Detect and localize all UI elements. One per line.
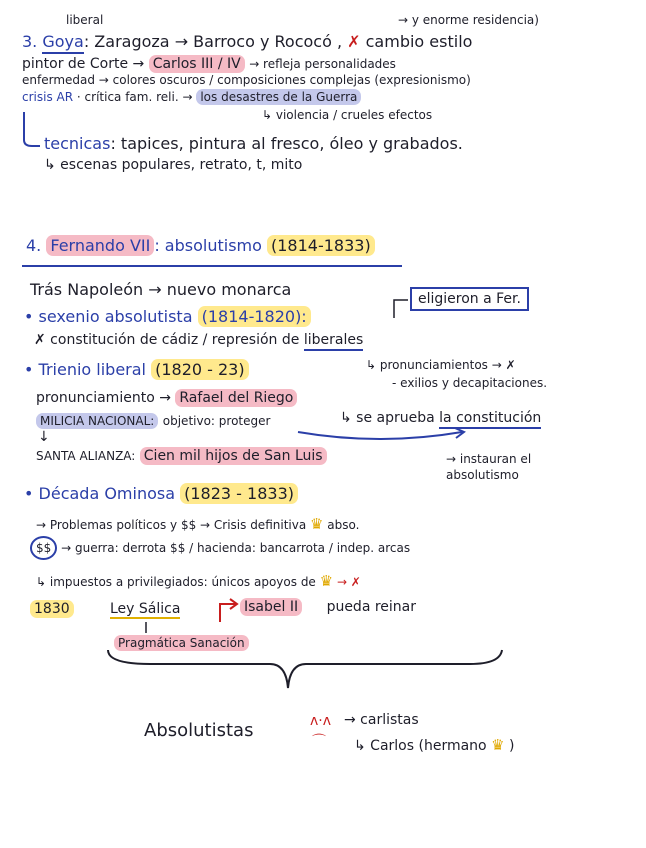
la-constitucion-text: la constitución	[439, 410, 541, 429]
abso-text: abso.	[327, 518, 360, 532]
trienio-line	[24, 362, 249, 378]
crown-icon-3: ♛	[491, 736, 505, 754]
money-circle: $$	[30, 536, 57, 560]
guerra-line	[30, 542, 410, 554]
closing-paren: )	[508, 738, 515, 754]
down-arrow-icon: ↓	[38, 429, 50, 445]
year-1830-line	[30, 602, 74, 616]
guerra-text: → guerra: derrota $$ / hacienda: bancarrota / indep. arcas	[61, 541, 411, 555]
pintor-text: pintor de Corte →	[22, 56, 145, 72]
critica-text: · crítica fam. reli. →	[76, 90, 193, 104]
cheers-mark: ʌ·ʌ	[310, 713, 332, 729]
desastres-highlight: los desastres de la Guerra	[196, 89, 361, 105]
tecnicas-hook-stroke	[24, 112, 40, 146]
year-1830: 1830	[30, 600, 74, 618]
liberal-note: liberal	[66, 13, 104, 27]
trienio-label: • Trienio liberal	[24, 360, 146, 379]
crisis-line	[22, 91, 361, 103]
impuestos-line	[36, 574, 361, 589]
tras-line: Trás Napoleón → nuevo monarca	[30, 280, 292, 299]
cien-mil-highlight: Cien mil hijos de San Luis	[140, 447, 327, 465]
ley-isabel-arrow-stroke	[220, 604, 236, 622]
eligieron-arrow-stroke	[394, 300, 408, 318]
escenas-line: ↳ escenas populares, retrato, t, mito	[44, 157, 303, 173]
proteger-arrow-stroke	[298, 432, 462, 439]
tecnicas-text: : tapices, pintura al fresco, óleo y grabados.	[110, 134, 463, 153]
goya-name: Goya	[42, 32, 83, 54]
sexenio-label: • sexenio absolutista	[24, 307, 193, 326]
eligieron-box: eligieron a Fer.	[410, 287, 529, 311]
pueda-text: pueda reinar	[326, 599, 417, 615]
absolutismo-label: : absolutismo	[154, 236, 262, 255]
milicia-highlight: MILICIA NACIONAL:	[36, 413, 158, 429]
refleja-text: → refleja personalidades	[249, 57, 396, 71]
problemas-line	[36, 517, 359, 532]
fernando-heading	[26, 238, 375, 254]
frown-mark: ⌒	[312, 734, 326, 750]
decada-line	[24, 486, 298, 502]
enfermedad-line: enfermedad → colores oscuros / composiciones complejas (expresionismo)	[22, 73, 471, 87]
santa-alianza-line	[36, 449, 327, 463]
decada-dates: (1823 - 1833)	[180, 483, 298, 504]
pronunciamientos-note: ↳ pronunciamientos → ✗	[366, 358, 516, 372]
residencia-note: → y enorme residencia)	[398, 13, 539, 27]
absolutistas-label: Absolutistas	[144, 720, 254, 741]
fernando-title: Fernando VII	[46, 235, 154, 256]
constitucion-text: ✗ constitución de cádiz / represión de	[34, 332, 300, 348]
pintor-line	[22, 57, 396, 71]
impuestos-text: ↳ impuestos a privilegiados: únicos apoyos de	[36, 575, 316, 589]
tecnicas-line	[44, 136, 463, 152]
objetivo-text: objetivo: proteger	[162, 414, 271, 428]
impuestos-end: → ✗	[336, 575, 361, 589]
crown-icon-2: ♛	[319, 572, 334, 590]
crisis-label: crisis AR	[22, 90, 74, 104]
goya-heading	[22, 34, 472, 50]
section4-number: 4.	[26, 236, 42, 255]
tecnicas-label: tecnicas	[44, 134, 111, 153]
carlistas-text: → carlistas	[344, 712, 419, 728]
pragmatica-highlight: Pragmática Sanación	[114, 635, 249, 651]
carlos-hermano-text: ↳ Carlos (hermano	[354, 738, 487, 754]
sexenio-dates: (1814-1820):	[198, 306, 311, 327]
summary-brace	[108, 650, 502, 688]
santa-label: SANTA ALIANZA:	[36, 449, 136, 463]
goya-line1: : Zaragoza → Barroco y Rococó ,	[83, 32, 343, 51]
milicia-line	[36, 414, 270, 428]
carlos-hermano-line	[354, 738, 514, 753]
aprueba-line	[340, 411, 541, 425]
pragmatica-line	[114, 637, 249, 649]
pronunciamiento-line	[36, 391, 297, 405]
carlos-highlight: Carlos III / IV	[149, 55, 245, 73]
trienio-dates: (1820 - 23)	[151, 359, 249, 380]
cambio-estilo: cambio estilo	[365, 32, 473, 51]
aprueba-text: ↳ se aprueba	[340, 410, 435, 426]
sexenio-line	[24, 309, 311, 325]
pronunciamiento-text: pronunciamiento →	[36, 390, 171, 406]
fernando-dates: (1814-1833)	[267, 235, 375, 256]
ley-salica	[110, 602, 180, 616]
problemas-text: → Problemas políticos y $$ → Crisis definitiva	[36, 518, 307, 532]
riego-highlight: Rafael del Riego	[175, 389, 297, 407]
crown-icon: ♛	[310, 515, 324, 533]
isabel-line	[240, 600, 416, 614]
section3-number: 3.	[22, 32, 38, 51]
isabel-highlight: Isabel II	[240, 598, 302, 616]
cross-mark-icon: ✗	[347, 32, 361, 51]
liberales-text: liberales	[304, 332, 363, 351]
exilios-note: - exilios y decapitaciones.	[392, 376, 548, 390]
constitucion-line	[34, 333, 363, 347]
decada-label: • Década Ominosa	[24, 484, 176, 503]
instauran-note: → instauran el absolutismo	[446, 452, 532, 482]
ley-salica-text: Ley Sálica	[110, 601, 181, 617]
violencia-line: ↳ violencia / crueles efectos	[262, 108, 433, 122]
